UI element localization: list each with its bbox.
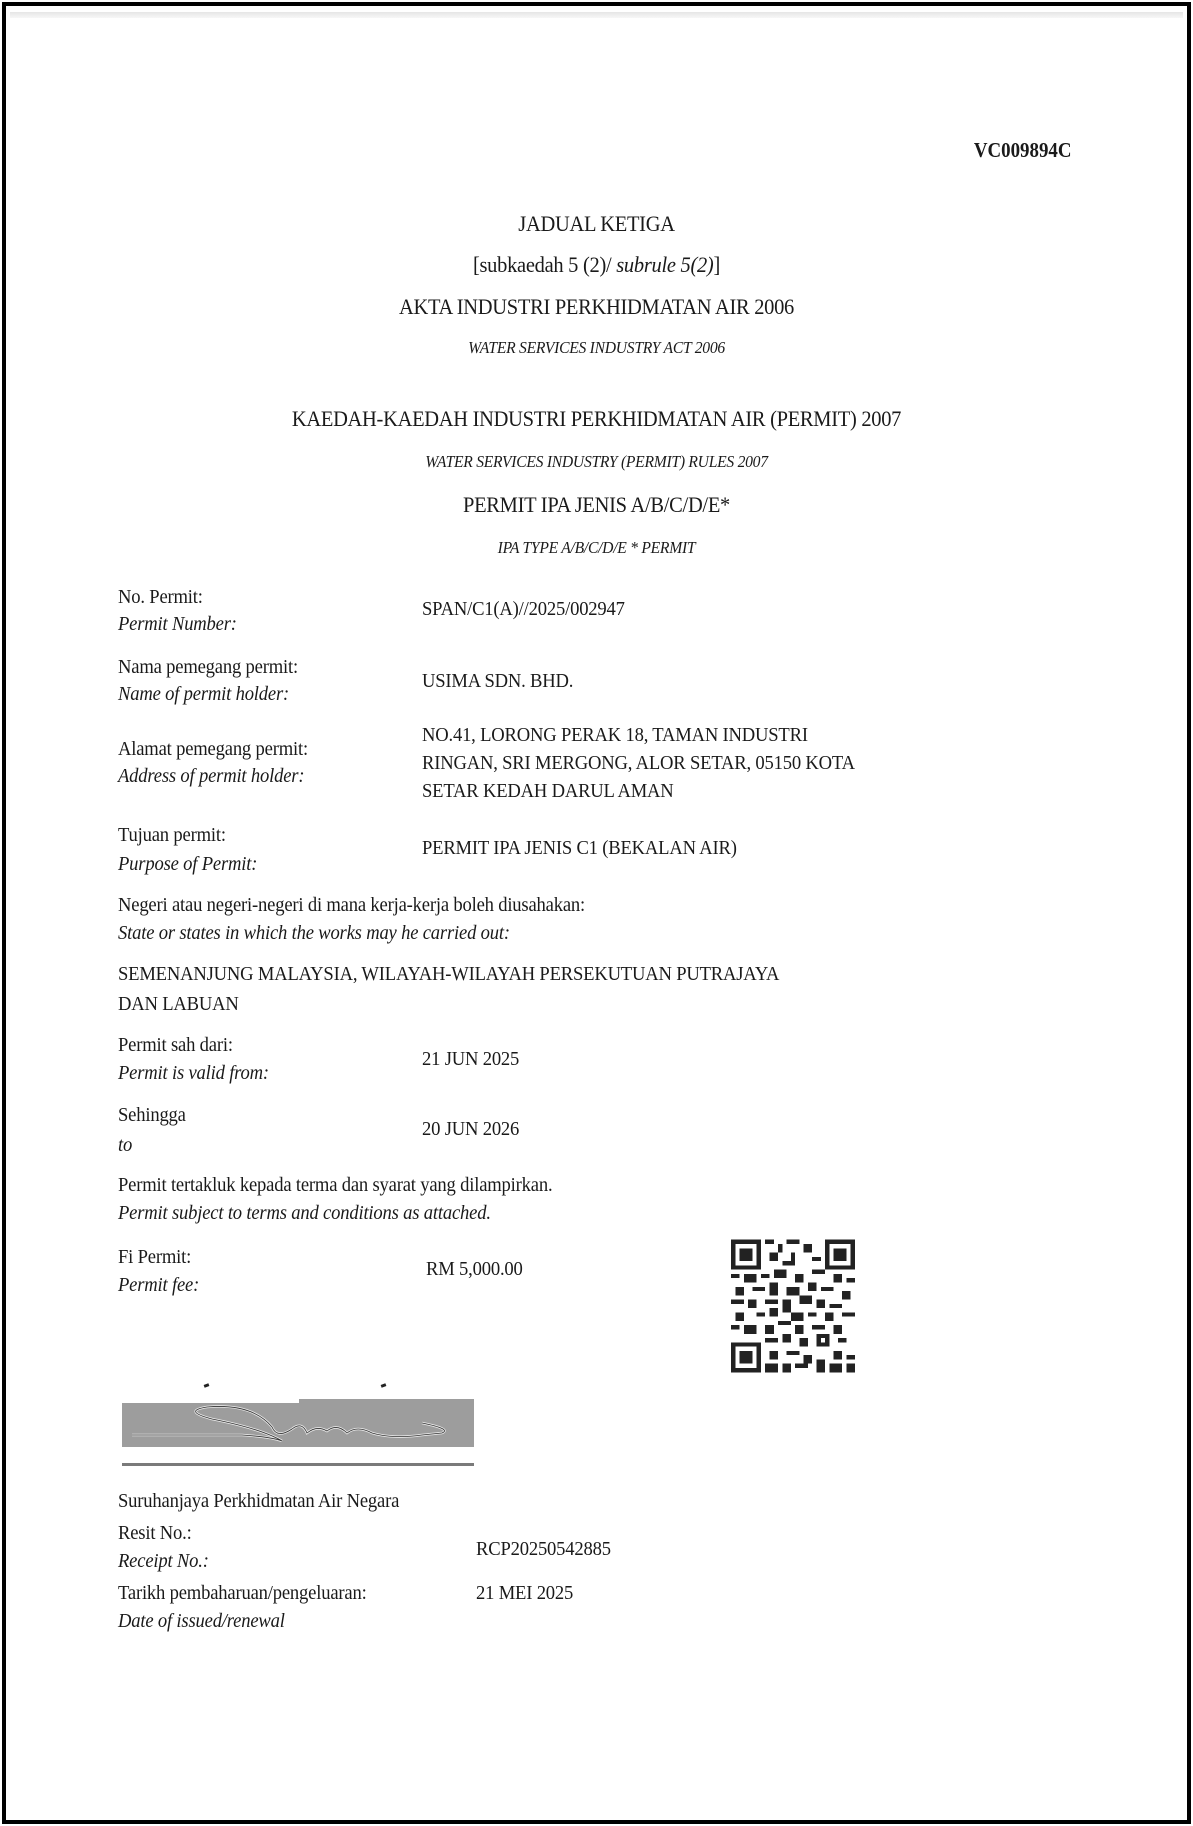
terms-text-ms: Permit tertakluk kepada terma dan syarat yang dilampirkan. [118,1174,553,1196]
permit-number-value: SPAN/C1(A)//2025/002947 [422,598,625,620]
subrule-ms: [subkaedah 5 (2)/ [472,252,617,277]
issuer-name: Suruhanjaya Perkhidmatan Air Negara [118,1490,400,1512]
permit-type-ms: PERMIT IPA JENIS A/B/C/D/E* [462,492,731,517]
purpose-label-en: Purpose of Permit: [118,853,258,875]
schedule-title: JADUAL KETIGA [518,211,675,236]
rules-title-ms: KAEDAH-KAEDAH INDUSTRI PERKHIDMATAN AIR (PERMIT) 2007 [291,406,902,431]
issue-date-label-en: Date of issued/renewal [118,1610,285,1632]
scan-edge-shadow [10,12,1183,18]
states-line-1: SEMENANJUNG MALAYSIA, WILAYAH-WILAYAH PERSEKUTUAN PUTRAJAYA [118,963,780,985]
fee-label-en: Permit fee: [118,1274,200,1296]
permit-number-label-ms: No. Permit: [118,586,203,608]
signature-stroke [122,1399,474,1447]
holder-name-value: USIMA SDN. BHD. [422,670,574,692]
valid-from-value: 21 JUN 2025 [422,1048,520,1070]
subrule-en: subrule 5(2) [616,252,714,277]
states-label-ms: Negeri atau negeri-negeri di mana kerja-kerja boleh diusahakan: [118,894,586,916]
holder-name-label-ms: Nama pemegang permit: [118,656,298,678]
qr-code-icon [731,1239,855,1373]
holder-name-label-en: Name of permit holder: [118,683,290,705]
address-label-ms: Alamat pemegang permit: [118,738,308,760]
signature-mark [204,1383,210,1388]
fee-value: RM 5,000.00 [426,1258,523,1280]
signature-mark [381,1383,387,1388]
purpose-label-ms: Tujuan permit: [118,824,226,846]
states-label-en: State or states in which the works may he carried out: [118,922,510,944]
reference-code: VC009894C [973,138,1071,162]
purpose-value: PERMIT IPA JENIS C1 (BEKALAN AIR) [422,837,737,859]
address-line-2: RINGAN, SRI MERGONG, ALOR SETAR, 05150 KOTA [422,752,855,774]
act-title-en: WATER SERVICES INDUSTRY ACT 2006 [468,338,725,357]
signature-line [122,1463,474,1466]
permit-number-label-en: Permit Number: [118,613,237,635]
valid-to-value: 20 JUN 2026 [422,1118,520,1140]
permit-type-en: IPA TYPE A/B/C/D/E * PERMIT [497,538,696,557]
valid-to-label-en: to [118,1134,133,1156]
states-line-2: DAN LABUAN [118,993,239,1015]
fee-label-ms: Fi Permit: [118,1246,192,1268]
issue-date-label-ms: Tarikh pembaharuan/pengeluaran: [118,1582,367,1604]
subrule-line [47,252,1145,278]
address-line-3: SETAR KEDAH DARUL AMAN [422,780,674,802]
valid-to-label-ms: Sehingga [118,1104,186,1126]
terms-text-en: Permit subject to terms and conditions as attached. [118,1202,491,1224]
permit-page [2,2,1191,1824]
address-line-1: NO.41, LORONG PERAK 18, TAMAN INDUSTRI [422,724,808,746]
valid-from-label-en: Permit is valid from: [118,1062,269,1084]
act-title-ms: AKTA INDUSTRI PERKHIDMATAN AIR 2006 [398,294,795,319]
address-label-en: Address of permit holder: [118,765,305,787]
signature-image [122,1399,474,1447]
valid-from-label-ms: Permit sah dari: [118,1034,233,1056]
signature-notch [122,1399,299,1403]
subrule-close: ] [713,252,721,277]
receipt-label-ms: Resit No.: [118,1522,192,1544]
receipt-value: RCP20250542885 [476,1538,611,1560]
issue-date-value: 21 MEI 2025 [476,1582,574,1604]
rules-title-en: WATER SERVICES INDUSTRY (PERMIT) RULES 2007 [425,452,768,471]
receipt-label-en: Receipt No.: [118,1550,209,1572]
